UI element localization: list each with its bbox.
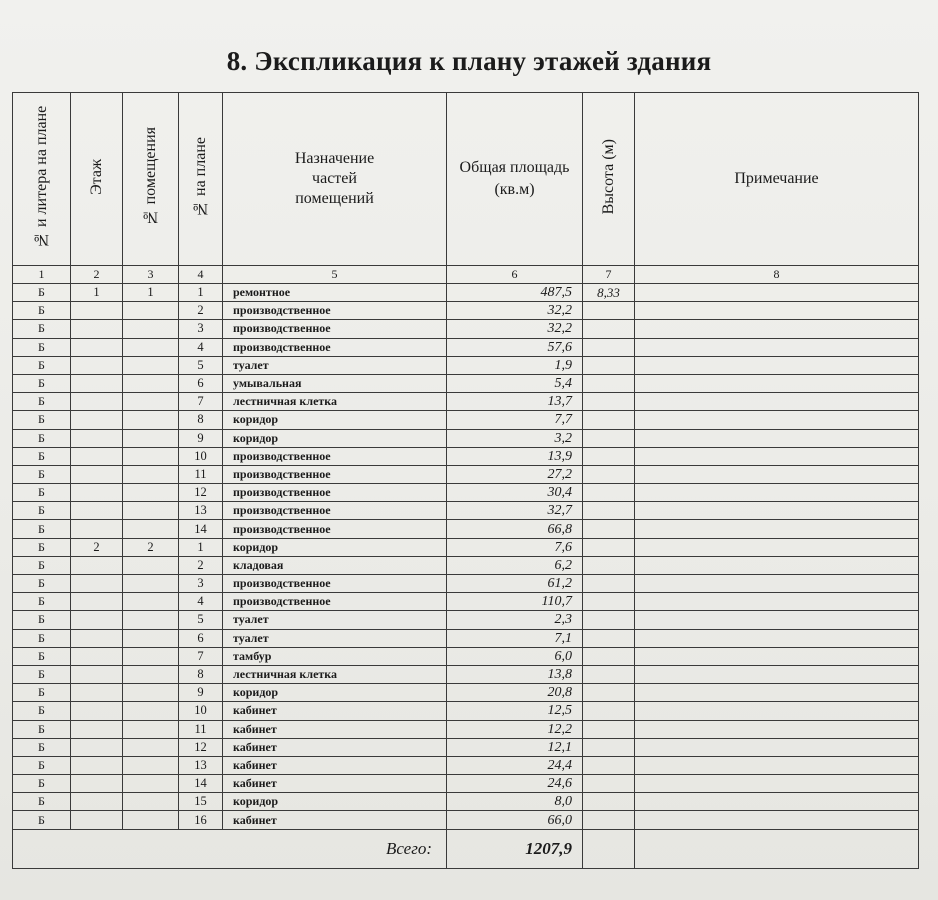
room-cell xyxy=(123,393,179,411)
room-cell xyxy=(123,720,179,738)
room-cell xyxy=(123,520,179,538)
purpose-cell: туалет xyxy=(223,629,447,647)
litera-cell: Б xyxy=(13,775,71,793)
plan-number-cell: 14 xyxy=(179,775,223,793)
room-cell xyxy=(123,338,179,356)
purpose-cell: лестничная клетка xyxy=(223,665,447,683)
area-cell: 8,0 xyxy=(447,793,583,811)
area-cell: 12,5 xyxy=(447,702,583,720)
table-row xyxy=(13,811,919,829)
litera-cell: Б xyxy=(13,720,71,738)
floor-cell xyxy=(71,702,123,720)
floor-cell xyxy=(71,575,123,593)
note-cell xyxy=(635,793,919,811)
area-cell: 7,7 xyxy=(447,411,583,429)
column-number: 8 xyxy=(635,266,919,284)
purpose-cell: коридор xyxy=(223,411,447,429)
table-row xyxy=(13,520,919,538)
floor-cell xyxy=(71,611,123,629)
area-cell: 110,7 xyxy=(447,593,583,611)
area-cell: 12,2 xyxy=(447,720,583,738)
purpose-cell: кабинет xyxy=(223,702,447,720)
purpose-cell: лестничная клетка xyxy=(223,393,447,411)
room-cell xyxy=(123,738,179,756)
height-cell xyxy=(583,575,635,593)
litera-cell: Б xyxy=(13,593,71,611)
purpose-cell: коридор xyxy=(223,429,447,447)
area-cell: 6,0 xyxy=(447,647,583,665)
floor-cell xyxy=(71,429,123,447)
floor-cell xyxy=(71,593,123,611)
room-cell: 2 xyxy=(123,538,179,556)
plan-number-cell: 8 xyxy=(179,411,223,429)
purpose-cell: производственное xyxy=(223,484,447,502)
plan-number-cell: 2 xyxy=(179,302,223,320)
litera-cell: Б xyxy=(13,320,71,338)
table-row xyxy=(13,320,919,338)
height-cell xyxy=(583,665,635,683)
note-cell xyxy=(635,502,919,520)
table-row xyxy=(13,593,919,611)
header-purpose: Назначение частей помещений xyxy=(223,93,447,266)
note-cell xyxy=(635,665,919,683)
header-plan-number: № на плане xyxy=(179,93,223,266)
floor-cell xyxy=(71,484,123,502)
plan-number-cell: 7 xyxy=(179,393,223,411)
table-row xyxy=(13,284,919,302)
room-cell xyxy=(123,502,179,520)
floor-cell xyxy=(71,647,123,665)
room-cell xyxy=(123,465,179,483)
height-cell xyxy=(583,538,635,556)
plan-number-cell: 3 xyxy=(179,320,223,338)
height-cell xyxy=(583,611,635,629)
litera-cell: Б xyxy=(13,284,71,302)
area-cell: 13,9 xyxy=(447,447,583,465)
plan-number-cell: 7 xyxy=(179,647,223,665)
table-row xyxy=(13,393,919,411)
room-cell xyxy=(123,793,179,811)
room-cell xyxy=(123,374,179,392)
area-cell: 5,4 xyxy=(447,374,583,392)
room-cell xyxy=(123,320,179,338)
height-cell xyxy=(583,756,635,774)
page-title: 8. Экспликация к плану этажей здания xyxy=(226,46,712,76)
column-number: 3 xyxy=(123,266,179,284)
plan-number-cell: 13 xyxy=(179,502,223,520)
litera-cell: Б xyxy=(13,811,71,829)
table-row xyxy=(13,793,919,811)
note-cell xyxy=(635,338,919,356)
purpose-cell: туалет xyxy=(223,356,447,374)
header-height: Высота (м) xyxy=(583,93,635,266)
column-number-row xyxy=(13,266,919,284)
table-body xyxy=(13,284,919,830)
table-row xyxy=(13,502,919,520)
note-cell xyxy=(635,556,919,574)
floor-cell xyxy=(71,756,123,774)
note-cell xyxy=(635,356,919,374)
note-cell xyxy=(635,611,919,629)
floor-cell xyxy=(71,793,123,811)
purpose-cell: производственное xyxy=(223,338,447,356)
note-cell xyxy=(635,284,919,302)
floor-cell: 1 xyxy=(71,284,123,302)
purpose-cell: кабинет xyxy=(223,738,447,756)
plan-number-cell: 5 xyxy=(179,611,223,629)
table-row xyxy=(13,429,919,447)
area-cell: 57,6 xyxy=(447,338,583,356)
floor-cell xyxy=(71,629,123,647)
note-cell xyxy=(635,484,919,502)
purpose-cell: коридор xyxy=(223,684,447,702)
area-cell: 32,2 xyxy=(447,320,583,338)
height-cell xyxy=(583,720,635,738)
litera-cell: Б xyxy=(13,538,71,556)
height-cell xyxy=(583,320,635,338)
plan-number-cell: 12 xyxy=(179,738,223,756)
note-cell xyxy=(635,593,919,611)
room-cell xyxy=(123,629,179,647)
floor-cell xyxy=(71,738,123,756)
plan-number-cell: 2 xyxy=(179,556,223,574)
plan-number-cell: 5 xyxy=(179,356,223,374)
table-row xyxy=(13,556,919,574)
area-cell: 7,6 xyxy=(447,538,583,556)
area-cell: 32,2 xyxy=(447,302,583,320)
plan-number-cell: 4 xyxy=(179,338,223,356)
note-cell xyxy=(635,575,919,593)
floor-cell xyxy=(71,356,123,374)
litera-cell: Б xyxy=(13,793,71,811)
height-cell xyxy=(583,429,635,447)
room-cell xyxy=(123,647,179,665)
table-row xyxy=(13,374,919,392)
floor-cell: 2 xyxy=(71,538,123,556)
room-cell: 1 xyxy=(123,284,179,302)
table-row xyxy=(13,538,919,556)
area-cell: 30,4 xyxy=(447,484,583,502)
column-number: 1 xyxy=(13,266,71,284)
room-cell xyxy=(123,484,179,502)
note-cell xyxy=(635,684,919,702)
area-cell: 487,5 xyxy=(447,284,583,302)
area-cell: 20,8 xyxy=(447,684,583,702)
floor-cell xyxy=(71,665,123,683)
plan-number-cell: 11 xyxy=(179,465,223,483)
room-cell xyxy=(123,684,179,702)
height-cell xyxy=(583,629,635,647)
room-cell xyxy=(123,556,179,574)
litera-cell: Б xyxy=(13,502,71,520)
litera-cell: Б xyxy=(13,629,71,647)
note-cell xyxy=(635,411,919,429)
litera-cell: Б xyxy=(13,465,71,483)
height-cell xyxy=(583,484,635,502)
area-cell: 1,9 xyxy=(447,356,583,374)
room-cell xyxy=(123,702,179,720)
area-cell: 24,6 xyxy=(447,775,583,793)
litera-cell: Б xyxy=(13,411,71,429)
column-number: 2 xyxy=(71,266,123,284)
plan-number-cell: 1 xyxy=(179,284,223,302)
floor-cell xyxy=(71,302,123,320)
area-cell: 13,8 xyxy=(447,665,583,683)
plan-number-cell: 8 xyxy=(179,665,223,683)
note-cell xyxy=(635,775,919,793)
height-cell xyxy=(583,447,635,465)
plan-number-cell: 14 xyxy=(179,520,223,538)
purpose-cell: производственное xyxy=(223,320,447,338)
note-cell xyxy=(635,538,919,556)
litera-cell: Б xyxy=(13,556,71,574)
note-cell xyxy=(635,302,919,320)
note-cell xyxy=(635,647,919,665)
litera-cell: Б xyxy=(13,356,71,374)
purpose-cell: производственное xyxy=(223,575,447,593)
note-cell xyxy=(635,720,919,738)
height-cell xyxy=(583,520,635,538)
plan-number-cell: 4 xyxy=(179,593,223,611)
height-cell xyxy=(583,374,635,392)
room-cell xyxy=(123,811,179,829)
area-cell: 3,2 xyxy=(447,429,583,447)
litera-cell: Б xyxy=(13,393,71,411)
plan-number-cell: 10 xyxy=(179,447,223,465)
purpose-cell: кабинет xyxy=(223,756,447,774)
header-floor: Этаж xyxy=(71,93,123,266)
litera-cell: Б xyxy=(13,374,71,392)
table-row xyxy=(13,411,919,429)
litera-cell: Б xyxy=(13,665,71,683)
height-cell xyxy=(583,647,635,665)
note-cell xyxy=(635,702,919,720)
purpose-cell: ремонтное xyxy=(223,284,447,302)
note-cell xyxy=(635,465,919,483)
room-cell xyxy=(123,411,179,429)
plan-number-cell: 6 xyxy=(179,374,223,392)
room-cell xyxy=(123,611,179,629)
height-cell xyxy=(583,393,635,411)
plan-number-cell: 15 xyxy=(179,793,223,811)
area-cell: 24,4 xyxy=(447,756,583,774)
note-cell xyxy=(635,520,919,538)
header-litera: № и литера на плане xyxy=(13,93,71,266)
table-row xyxy=(13,302,919,320)
table-row xyxy=(13,720,919,738)
floor-cell xyxy=(71,411,123,429)
room-cell xyxy=(123,356,179,374)
note-cell xyxy=(635,429,919,447)
plan-number-cell: 1 xyxy=(179,538,223,556)
area-cell: 27,2 xyxy=(447,465,583,483)
note-cell xyxy=(635,374,919,392)
plan-number-cell: 9 xyxy=(179,429,223,447)
litera-cell: Б xyxy=(13,702,71,720)
litera-cell: Б xyxy=(13,647,71,665)
header-row xyxy=(13,93,919,266)
table-row xyxy=(13,447,919,465)
purpose-cell: производственное xyxy=(223,593,447,611)
purpose-cell: кладовая xyxy=(223,556,447,574)
area-cell: 66,8 xyxy=(447,520,583,538)
purpose-cell: тамбур xyxy=(223,647,447,665)
note-cell xyxy=(635,393,919,411)
floor-cell xyxy=(71,720,123,738)
total-label: Всего: xyxy=(13,829,447,868)
table-row xyxy=(13,684,919,702)
room-cell xyxy=(123,575,179,593)
litera-cell: Б xyxy=(13,302,71,320)
purpose-cell: кабинет xyxy=(223,775,447,793)
plan-number-cell: 12 xyxy=(179,484,223,502)
area-cell: 13,7 xyxy=(447,393,583,411)
purpose-cell: кабинет xyxy=(223,811,447,829)
floor-cell xyxy=(71,775,123,793)
height-cell xyxy=(583,775,635,793)
plan-number-cell: 3 xyxy=(179,575,223,593)
litera-cell: Б xyxy=(13,338,71,356)
room-cell xyxy=(123,665,179,683)
purpose-cell: умывальная xyxy=(223,374,447,392)
total-row xyxy=(13,829,919,868)
height-cell xyxy=(583,702,635,720)
purpose-cell: производственное xyxy=(223,447,447,465)
room-cell xyxy=(123,593,179,611)
purpose-cell: производственное xyxy=(223,520,447,538)
floor-cell xyxy=(71,338,123,356)
table-row xyxy=(13,738,919,756)
table-row xyxy=(13,484,919,502)
explication-table xyxy=(12,92,919,869)
height-cell xyxy=(583,356,635,374)
plan-number-cell: 9 xyxy=(179,684,223,702)
height-cell xyxy=(583,556,635,574)
purpose-cell: туалет xyxy=(223,611,447,629)
height-cell xyxy=(583,593,635,611)
height-cell: 8,33 xyxy=(583,284,635,302)
column-number: 6 xyxy=(447,266,583,284)
plan-number-cell: 16 xyxy=(179,811,223,829)
litera-cell: Б xyxy=(13,756,71,774)
area-cell: 66,0 xyxy=(447,811,583,829)
table-row xyxy=(13,338,919,356)
note-cell xyxy=(635,811,919,829)
floor-cell xyxy=(71,811,123,829)
height-cell xyxy=(583,338,635,356)
floor-cell xyxy=(71,447,123,465)
table-row xyxy=(13,756,919,774)
note-cell xyxy=(635,756,919,774)
purpose-cell: производственное xyxy=(223,502,447,520)
purpose-cell: производственное xyxy=(223,465,447,483)
area-cell: 6,2 xyxy=(447,556,583,574)
litera-cell: Б xyxy=(13,611,71,629)
column-number: 4 xyxy=(179,266,223,284)
litera-cell: Б xyxy=(13,484,71,502)
total-value: 1207,9 xyxy=(447,829,583,868)
area-cell: 7,1 xyxy=(447,629,583,647)
area-cell: 61,2 xyxy=(447,575,583,593)
table-row xyxy=(13,356,919,374)
floor-cell xyxy=(71,502,123,520)
height-cell xyxy=(583,811,635,829)
table-row xyxy=(13,465,919,483)
area-cell: 12,1 xyxy=(447,738,583,756)
column-number: 5 xyxy=(223,266,447,284)
floor-cell xyxy=(71,374,123,392)
plan-number-cell: 11 xyxy=(179,720,223,738)
floor-cell xyxy=(71,556,123,574)
room-cell xyxy=(123,756,179,774)
note-cell xyxy=(635,738,919,756)
plan-number-cell: 10 xyxy=(179,702,223,720)
height-cell xyxy=(583,411,635,429)
header-area: Общая площадь (кв.м) xyxy=(447,93,583,266)
room-cell xyxy=(123,302,179,320)
litera-cell: Б xyxy=(13,447,71,465)
table-row xyxy=(13,611,919,629)
litera-cell: Б xyxy=(13,575,71,593)
header-room: № помещения xyxy=(123,93,179,266)
height-cell xyxy=(583,302,635,320)
purpose-cell: коридор xyxy=(223,538,447,556)
table-row xyxy=(13,665,919,683)
room-cell xyxy=(123,429,179,447)
floor-cell xyxy=(71,465,123,483)
column-number: 7 xyxy=(583,266,635,284)
header-note: Примечание xyxy=(635,93,919,266)
plan-number-cell: 13 xyxy=(179,756,223,774)
area-cell: 2,3 xyxy=(447,611,583,629)
purpose-cell: производственное xyxy=(223,302,447,320)
height-cell xyxy=(583,684,635,702)
litera-cell: Б xyxy=(13,684,71,702)
height-cell xyxy=(583,502,635,520)
area-cell: 32,7 xyxy=(447,502,583,520)
litera-cell: Б xyxy=(13,429,71,447)
floor-cell xyxy=(71,684,123,702)
table-row xyxy=(13,647,919,665)
table-row xyxy=(13,575,919,593)
litera-cell: Б xyxy=(13,738,71,756)
note-cell xyxy=(635,447,919,465)
litera-cell: Б xyxy=(13,520,71,538)
room-cell xyxy=(123,775,179,793)
floor-cell xyxy=(71,393,123,411)
height-cell xyxy=(583,738,635,756)
room-cell xyxy=(123,447,179,465)
floor-cell xyxy=(71,520,123,538)
plan-number-cell: 6 xyxy=(179,629,223,647)
purpose-cell: коридор xyxy=(223,793,447,811)
note-cell xyxy=(635,320,919,338)
height-cell xyxy=(583,465,635,483)
table-row xyxy=(13,702,919,720)
floor-cell xyxy=(71,320,123,338)
note-cell xyxy=(635,629,919,647)
height-cell xyxy=(583,793,635,811)
table-row xyxy=(13,629,919,647)
purpose-cell: кабинет xyxy=(223,720,447,738)
table-row xyxy=(13,775,919,793)
